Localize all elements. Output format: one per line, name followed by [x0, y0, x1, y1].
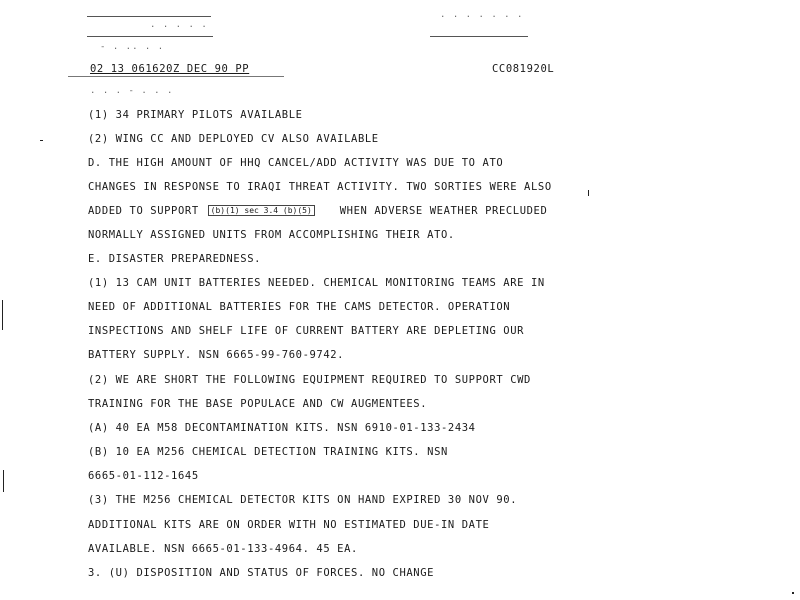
- faded-header-marks-4: . . . - . . .: [90, 86, 174, 96]
- body-line: INSPECTIONS AND SHELF LIFE OF CURRENT BATTERY ARE DEPLETING OUR: [88, 325, 525, 337]
- body-line: (2) WING CC AND DEPLOYED CV ALSO AVAILABLE: [88, 133, 379, 145]
- body-line-with-redaction: [88, 205, 547, 217]
- body-line: (1) 13 CAM UNIT BATTERIES NEEDED. CHEMICAL MONITORING TEAMS ARE IN: [88, 277, 545, 289]
- body-line: AVAILABLE. NSN 6665-01-133-4964. 45 EA.: [88, 543, 358, 555]
- faded-header-marks-3: . . . . . . .: [440, 10, 524, 20]
- message-dtg-line: 02 13 061620Z DEC 90 PP: [90, 63, 250, 75]
- body-line: TRAINING FOR THE BASE POPULACE AND CW AUGMENTEES.: [88, 398, 428, 410]
- header-rule-right: [430, 36, 528, 37]
- body-line: (1) 34 PRIMARY PILOTS AVAILABLE: [88, 109, 303, 121]
- body-line: (2) WE ARE SHORT THE FOLLOWING EQUIPMENT REQUIRED TO SUPPORT CWD: [88, 374, 531, 386]
- scan-speck: [3, 470, 4, 492]
- body-line-text: WHEN ADVERSE WEATHER PRECLUDED: [339, 205, 548, 217]
- header-rule-top: [87, 16, 211, 17]
- header-rule-middle: [87, 36, 213, 37]
- faded-header-marks: . . . . .: [150, 20, 208, 30]
- body-line: 6665-01-112-1645: [88, 470, 199, 482]
- message-record-number: CC081920L: [492, 63, 555, 75]
- body-line: (B) 10 EA M256 CHEMICAL DETECTION TRAINING KITS. NSN: [88, 446, 448, 458]
- body-line: (A) 40 EA M58 DECONTAMINATION KITS. NSN 6910-01-133-2434: [88, 422, 476, 434]
- scan-speck: [792, 592, 794, 594]
- body-line: ADDITIONAL KITS ARE ON ORDER WITH NO ESTIMATED DUE-IN DATE: [88, 519, 490, 531]
- body-line: CHANGES IN RESPONSE TO IRAQI THREAT ACTIVITY. TWO SORTIES WERE ALSO: [88, 181, 552, 193]
- body-line: 3. (U) DISPOSITION AND STATUS OF FORCES. NO CHANGE: [88, 567, 435, 579]
- body-line: (3) THE M256 CHEMICAL DETECTOR KITS ON HAND EXPIRED 30 NOV 90.: [88, 494, 518, 506]
- body-line: BATTERY SUPPLY. NSN 6665-99-760-9742.: [88, 349, 345, 361]
- body-line: E. DISASTER PREPAREDNESS.: [88, 253, 262, 265]
- scan-speck: [588, 190, 589, 196]
- body-line: D. THE HIGH AMOUNT OF HHQ CANCEL/ADD ACTIVITY WAS DUE TO ATO: [88, 157, 504, 169]
- body-line: NORMALLY ASSIGNED UNITS FROM ACCOMPLISHING THEIR ATO.: [88, 229, 455, 241]
- scan-speck: [40, 140, 43, 141]
- body-line-text: ADDED TO SUPPORT: [88, 205, 199, 217]
- scan-speck: [2, 300, 3, 330]
- body-line: NEED OF ADDITIONAL BATTERIES FOR THE CAMS DETECTOR. OPERATION: [88, 301, 511, 313]
- header-underline: [68, 76, 284, 77]
- faded-header-marks-2: - . .. . .: [100, 42, 165, 52]
- redaction-marking: (b)(1) sec 3.4 (b)(5): [208, 205, 315, 216]
